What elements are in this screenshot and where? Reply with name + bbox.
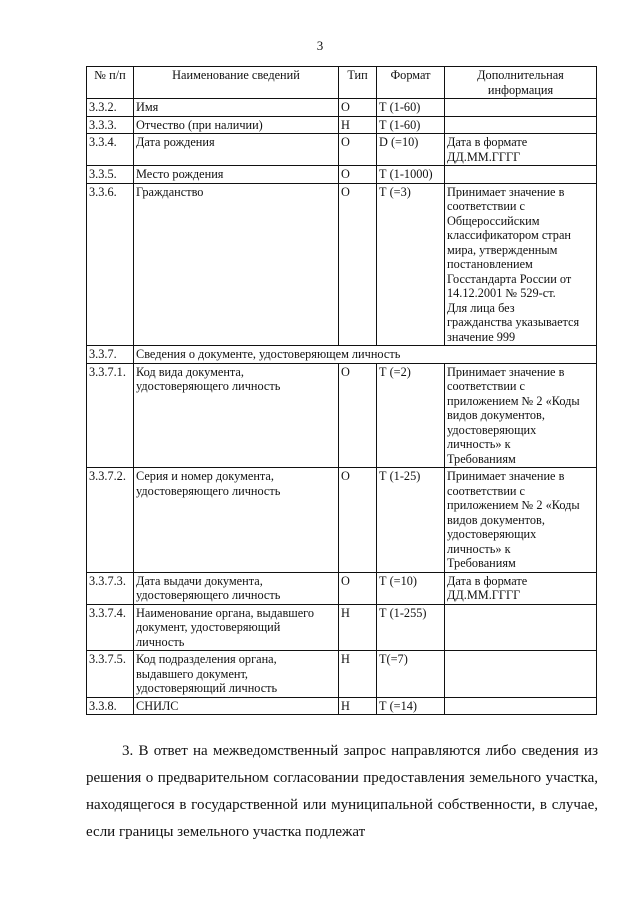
- table-row: [87, 651, 597, 698]
- table-header-row: [87, 67, 597, 99]
- cell-num: 3.3.3.: [87, 116, 134, 134]
- cell-type: О: [339, 572, 377, 604]
- cell-name: Код подразделения органа, выдавшего документ, удостоверяющий личность: [134, 651, 339, 698]
- cell-num: 3.3.2.: [87, 99, 134, 117]
- cell-format: Т(=7): [377, 651, 445, 698]
- cell-format: Т (=2): [377, 363, 445, 468]
- cell-info: [445, 651, 597, 698]
- cell-name: Наименование органа, выдавшего документ, удостоверяющий личность: [134, 604, 339, 651]
- cell-format: Т (1-60): [377, 116, 445, 134]
- cell-info: Принимает значение в соответствии с приложением № 2 «Коды видов документов, удостоверяющих личность» к Требованиям: [445, 363, 597, 468]
- cell-format: Т (=14): [377, 697, 445, 715]
- cell-name: Дата рождения: [134, 134, 339, 166]
- cell-num: 3.3.8.: [87, 697, 134, 715]
- cell-name: Гражданство: [134, 183, 339, 346]
- cell-type: О: [339, 183, 377, 346]
- cell-num: 3.3.7.4.: [87, 604, 134, 651]
- table-row: [87, 99, 597, 117]
- cell-info: Принимает значение в соответствии с Общероссийским классификатором стран мира, утвержденным постановлением Госстандарта России от 14.12.2001 № 529-ст. Для лица без гражданства указывается значение 999: [445, 183, 597, 346]
- cell-name: Серия и номер документа, удостоверяющего личность: [134, 468, 339, 573]
- table-row: [87, 116, 597, 134]
- cell-format: Т (1-255): [377, 604, 445, 651]
- header-info: Дополнительная информация: [445, 67, 597, 99]
- cell-info: [445, 697, 597, 715]
- cell-type: О: [339, 99, 377, 117]
- table-row: [87, 468, 597, 573]
- table-row: [87, 166, 597, 184]
- cell-num: 3.3.7.1.: [87, 363, 134, 468]
- table-row: [87, 183, 597, 346]
- cell-name: Сведения о документе, удостоверяющем личность: [134, 346, 597, 364]
- paragraph-3: 3. В ответ на межведомственный запрос направляются либо сведения из решения о предварительном согласовании предоставления земельного участка, находящегося в государственной или муниципальной собственности, в случае, если границы земельного участка подлежат: [86, 743, 598, 840]
- requirements-table: [86, 66, 597, 715]
- cell-info: Дата в формате ДД.ММ.ГГГГ: [445, 572, 597, 604]
- cell-name: СНИЛС: [134, 697, 339, 715]
- cell-type: О: [339, 166, 377, 184]
- cell-info: [445, 604, 597, 651]
- header-num: № п/п: [87, 67, 134, 99]
- header-name: Наименование сведений: [134, 67, 339, 99]
- cell-name: Место рождения: [134, 166, 339, 184]
- cell-format: Т (1-60): [377, 99, 445, 117]
- cell-num: 3.3.7.2.: [87, 468, 134, 573]
- cell-info: Принимает значение в соответствии с приложением № 2 «Коды видов документов, удостоверяющих личность» к Требованиям: [445, 468, 597, 573]
- cell-type: Н: [339, 697, 377, 715]
- cell-info: [445, 116, 597, 134]
- cell-format: Т (1-25): [377, 468, 445, 573]
- cell-format: Т (=10): [377, 572, 445, 604]
- table-row: [87, 604, 597, 651]
- cell-format: D (=10): [377, 134, 445, 166]
- cell-name: Отчество (при наличии): [134, 116, 339, 134]
- header-format: Формат: [377, 67, 445, 99]
- table-row: [87, 363, 597, 468]
- cell-num: 3.3.4.: [87, 134, 134, 166]
- cell-format: Т (=3): [377, 183, 445, 346]
- cell-format: Т (1-1000): [377, 166, 445, 184]
- table-row: [87, 697, 597, 715]
- cell-type: Н: [339, 651, 377, 698]
- cell-type: Н: [339, 604, 377, 651]
- cell-info: Дата в формате ДД.ММ.ГГГГ: [445, 134, 597, 166]
- cell-type: О: [339, 468, 377, 573]
- cell-num: 3.3.5.: [87, 166, 134, 184]
- cell-type: Н: [339, 116, 377, 134]
- cell-type: О: [339, 363, 377, 468]
- page-number: 3: [316, 38, 324, 53]
- cell-name: Имя: [134, 99, 339, 117]
- cell-info: [445, 99, 597, 117]
- cell-info: [445, 166, 597, 184]
- cell-num: 3.3.7.3.: [87, 572, 134, 604]
- cell-num: 3.3.7.5.: [87, 651, 134, 698]
- cell-name: Дата выдачи документа, удостоверяющего личность: [134, 572, 339, 604]
- table-row: [87, 346, 597, 364]
- cell-num: 3.3.7.: [87, 346, 134, 364]
- cell-name: Код вида документа, удостоверяющего личность: [134, 363, 339, 468]
- header-type: Тип: [339, 67, 377, 99]
- cell-num: 3.3.6.: [87, 183, 134, 346]
- table-row: [87, 134, 597, 166]
- table-row: [87, 572, 597, 604]
- cell-type: О: [339, 134, 377, 166]
